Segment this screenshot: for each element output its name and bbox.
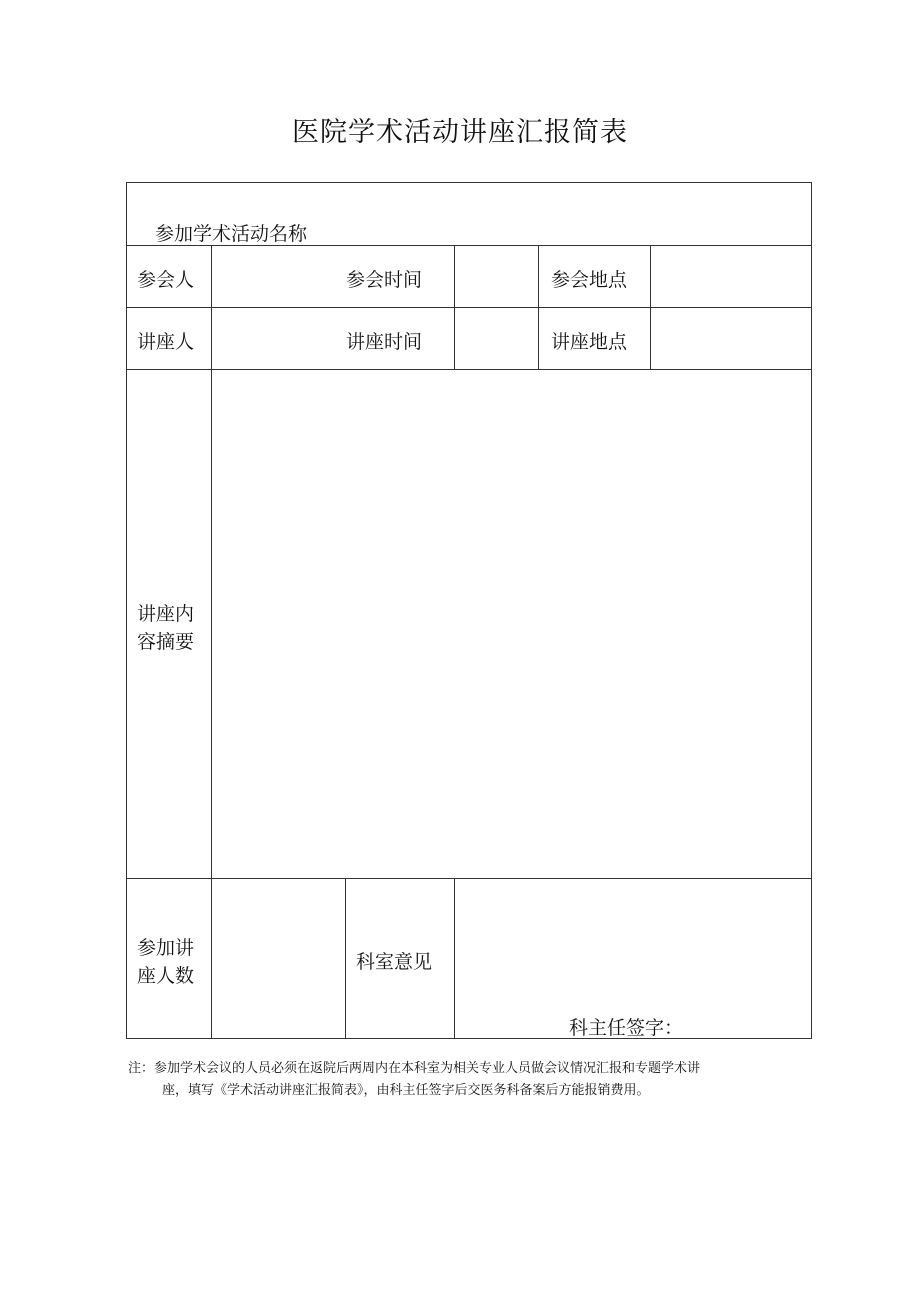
lecture-time-input[interactable] [455,308,538,369]
activity-name-label: 参加学术活动名称 [155,223,308,245]
summary-label-line2: 容摘要 [137,631,195,653]
attend-place-input[interactable] [651,246,811,307]
attendee-label: 参会人 [137,269,195,291]
dept-opinion-label: 科室意见 [356,951,433,973]
footnote-line1: 注：参加学术会议的人员必须在返院后两周内在本科室为相关专业人员做会议情况汇报和专题学术讲 [128,1061,701,1076]
attend-place-label: 参会地点 [551,269,628,291]
attend-time-label: 参会时间 [346,269,423,291]
attend-time-input[interactable] [455,246,538,307]
participants-label-line1: 参加讲 [137,937,195,959]
footnote [128,1058,818,1102]
participants-count-input[interactable] [212,879,345,1038]
summary-textarea[interactable] [212,370,811,878]
report-form [126,182,812,1039]
lecturer-label: 讲座人 [137,331,195,353]
summary-label-line1: 讲座内 [137,603,195,625]
footnote-line2: 座，填写《学术活动讲座汇报简表》，由科主任签字后交医务科备案后方能报销费用。 [162,1083,650,1098]
page-title: 医院学术活动讲座汇报简表 [292,117,628,148]
participants-label-line2: 座人数 [137,965,195,987]
attendee-input[interactable] [212,246,312,307]
column-divider [538,245,539,369]
director-sign-label: 科主任签字： [569,1017,684,1039]
column-divider [345,878,346,1038]
lecture-place-label: 讲座地点 [551,331,628,353]
lecture-place-input[interactable] [651,308,811,369]
lecture-time-label: 讲座时间 [346,331,423,353]
lecturer-input[interactable] [212,308,312,369]
